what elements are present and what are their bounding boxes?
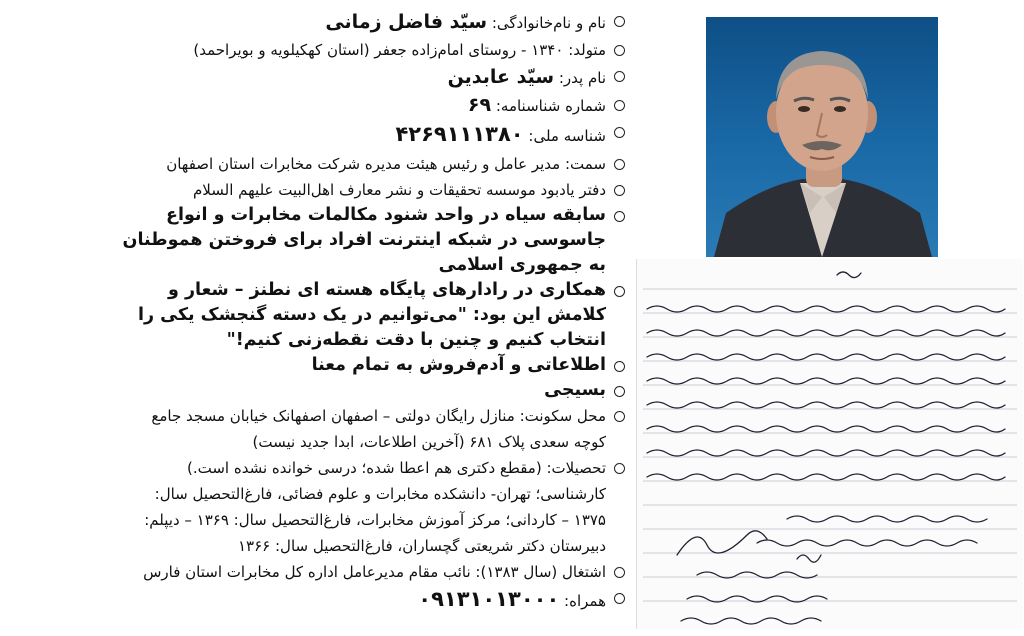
profile-list [118, 8, 628, 615]
birth-label: متولد: [563, 41, 606, 59]
handwritten-letter-image [636, 259, 1023, 629]
id-number-value: ۶۹ [467, 94, 492, 116]
birth-value: ۱۳۴۰ - روستای امام‌زاده جعفر (استان کهکیلویه و بویراحمد) [193, 41, 564, 59]
father-label: نام پدر: [554, 69, 606, 87]
birth-row [118, 37, 628, 63]
id-number-row [118, 92, 628, 119]
espionage-text: سابقه سیاه در واحد شنود مکالمات مخابرات و انواع جاسوسی در شبکه اینترنت افراد برای فروختن هموطنان به جمهوری اسلامی [122, 205, 606, 275]
portrait-illustration [706, 17, 938, 257]
employment-row [118, 559, 628, 585]
residence-row [118, 403, 628, 455]
office-text: دفتر یادبود موسسه تحقیقات و نشر معارف اهل‌البیت علیهم السلام [193, 181, 606, 199]
mobile-row [118, 585, 628, 615]
id-number-label: شماره شناسنامه: [491, 97, 606, 115]
national-id-value: ۴۲۶۹۱۱۱۳۸۰ [395, 122, 524, 146]
residence-label: محل سکونت: [514, 407, 606, 425]
father-row [118, 63, 628, 92]
education-label: تحصیلات: [541, 459, 606, 477]
espionage-row [118, 203, 628, 278]
employment-value: (سال ۱۳۸۳): نائب مقام مدیرعامل اداره کل مخابرات استان فارس [143, 563, 558, 581]
position-row [118, 151, 628, 177]
natanz-row [118, 278, 628, 353]
father-value: سیّد عابدین [447, 66, 555, 88]
natanz-text: همکاری در رادارهای پایگاه هسته ای نطنز – شعار و کلامش این بود: "می‌توانیم در یک دسته گنجشک یکی را انتخاب کنیم و چنین با دقت نقطه‌زنی کنیم!" [137, 280, 606, 350]
name-row [118, 8, 628, 37]
basij-text: بسیجی [544, 380, 606, 400]
informant-text: اطلاعاتی و آدم‌فروش به تمام معنا [311, 355, 606, 375]
handwritten-letter-drawing [637, 259, 1023, 629]
education-row [118, 455, 628, 559]
basij-row [118, 378, 628, 403]
residence-value: منازل رایگان دولتی – اصفهان اصفهانک خیابان مسجد جامع کوچه سعدی پلاک ۶۸۱ (آخرین اطلاعات، ابدا جدید نیست) [151, 407, 606, 451]
mobile-label: همراه: [559, 592, 606, 610]
national-id-row [118, 119, 628, 151]
informant-row [118, 353, 628, 378]
employment-label: اشتغال [557, 563, 606, 581]
office-row [118, 177, 628, 203]
national-id-label: شناسه ملی: [523, 127, 606, 145]
education-value: (مقطع دکتری هم اعطا شده؛ درسی خوانده نشده است.) کارشناسی؛ تهران- دانشکده مخابرات و علوم فضائی، فارغ‌التحصیل سال: ۱۳۷۵ – کاردانی؛ مرکز آموزش مخابرات، فارغ‌التحصیل سال: ۱۳۶۹ – دیپلم: دبیرستان دکتر شریعتی گچساران، فارغ‌التحصیل سال: ۱۳۶۶ [144, 459, 606, 555]
position-text: سمت: مدیر عامل و رئیس هیئت مدیره شرکت مخابرات استان اصفهان [166, 155, 606, 173]
name-label: نام و نام‌خانوادگی: [487, 14, 606, 32]
name-value: سیّد فاضل زمانی [325, 11, 488, 33]
portrait-photo [706, 17, 938, 257]
mobile-value: ۰۹۱۳۱۰۱۳۰۰۰ [418, 587, 560, 611]
